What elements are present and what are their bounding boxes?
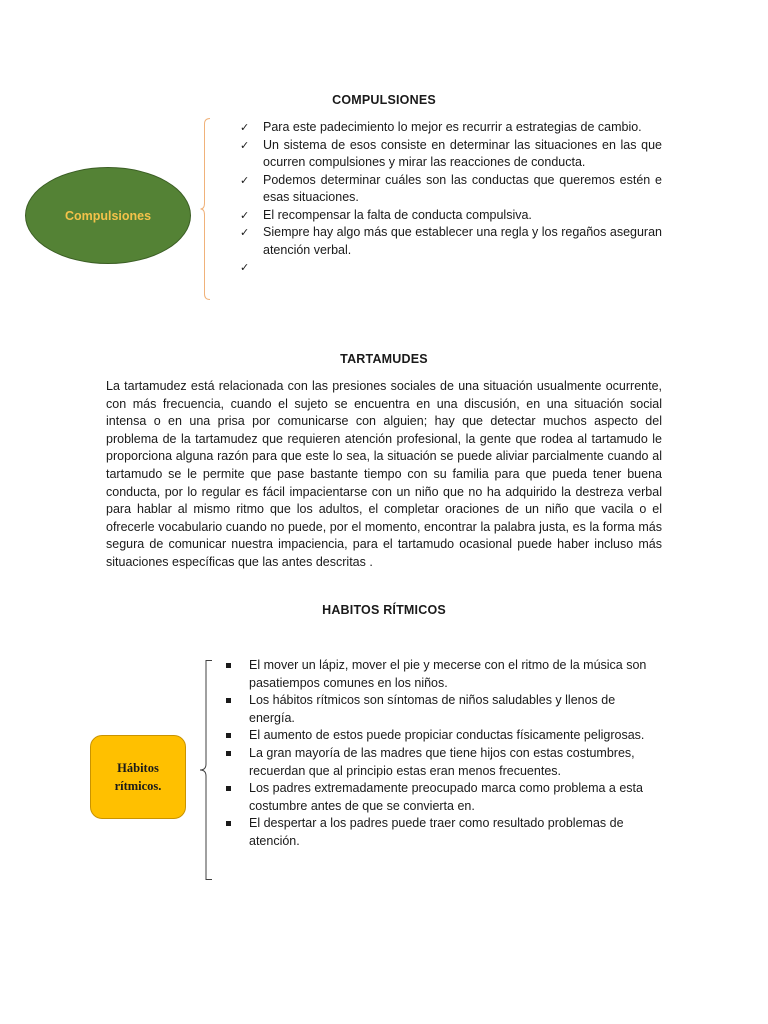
habitos-list-item-text: El despertar a los padres puede traer como resultado problemas de atención. xyxy=(249,816,624,848)
compulsiones-list-item xyxy=(240,137,662,172)
habitos-list-item-text: Los padres extremadamente preocupado marca como problema a esta costumbre antes de que se convierta en. xyxy=(249,781,643,813)
checkmark-icon: ✓ xyxy=(240,208,250,222)
compulsiones-list-item xyxy=(240,259,662,277)
compulsiones-title: COMPULSIONES xyxy=(332,93,436,107)
checkmark-icon: ✓ xyxy=(240,261,250,274)
checkmark-icon: ✓ xyxy=(240,226,250,239)
compulsiones-list-item xyxy=(240,207,662,225)
square-bullet-icon xyxy=(226,821,231,826)
square-bullet-icon xyxy=(226,698,231,703)
habitos-list-item-text: La gran mayoría de las madres que tiene hijos con estas costumbres, recuerdan que al principio estas eran menos frecuentes. xyxy=(249,745,635,778)
habitos-list-item xyxy=(224,745,664,780)
checkmark-icon: ✓ xyxy=(240,121,250,134)
compulsiones-list-item-text: El recompensar la falta de conducta compulsiva. xyxy=(263,207,532,222)
habitos-list-item-text: Los hábitos rítmicos son síntomas de niños saludables y llenos de energía. xyxy=(249,693,616,725)
square-bullet-icon xyxy=(226,786,231,791)
compulsiones-list-item xyxy=(240,119,662,137)
compulsiones-list-item-text: Podemos determinar cuáles son las conductas que queremos estén e esas situaciones. xyxy=(263,172,662,204)
square-bullet-icon xyxy=(226,751,231,756)
habitos-list-item xyxy=(224,727,664,745)
habitos-list-item-text: El aumento de estos puede propiciar conductas físicamente peligrosas. xyxy=(249,728,645,743)
checkmark-icon: ✓ xyxy=(240,173,250,187)
compulsiones-list-item-text: Siempre hay algo más que establecer una regla y los regaños aseguran atención verbal. xyxy=(263,225,662,257)
habitos-list xyxy=(224,657,664,851)
compulsiones-brace xyxy=(200,118,214,300)
square-bullet-icon xyxy=(226,663,231,668)
square-bullet-icon xyxy=(226,733,231,738)
checkmark-icon: ✓ xyxy=(240,138,250,152)
habitos-title: HABITOS RÍTMICOS xyxy=(322,603,446,617)
habitos-box-label: Hábitos rítmicos. xyxy=(114,761,162,793)
compulsiones-list-item xyxy=(240,224,662,259)
tartamudes-title: TARTAMUDES xyxy=(340,352,428,366)
compulsiones-oval xyxy=(25,167,191,264)
habitos-list-item xyxy=(224,692,664,727)
habitos-list-item-text: El mover un lápiz, mover el pie y mecerse con el ritmo de la música son pasatiempos comunes en los niños. xyxy=(249,658,647,690)
tartamudes-paragraph: La tartamudez está relacionada con las presiones sociales de una situación usualmente ocurrente, con más frecuencia, cuando el sujeto se encuentra en una discusión, en una situación social intensa o en una prisa por comunicarse con alguien; hay que detectar muchos aspecto del problema de la tartamudez que requieren atención profesional, la gente que rodea al tartamudo le proporciona alguna razón para que este lo sea, la situación se puede aliviar parcialmente cuando al tartamudo se le permite que pase bastante tiempo con su familia para que pueda tener buena conducta, por lo regular es fácil impacientarse con un niño que no ha adquirido la destreza verbal para hablar al mismo ritmo que los adultos, el completar oraciones de un niño que vacila o el ofrecerle vocabulario cuando no puede, por el momento, encontrar la palabra justa, es la forma más segura de comunicar nuestra impaciencia, para el tartamudo ocasional puede haber incluso más situaciones específicas que las antes descritas . xyxy=(106,379,662,569)
compulsiones-list-item-text: Un sistema de esos consiste en determinar las situaciones en las que ocurren compulsiones y mirar las reacciones de conducta. xyxy=(263,137,662,169)
habitos-list-item xyxy=(224,815,664,850)
compulsiones-list xyxy=(240,119,662,277)
habitos-list-item xyxy=(224,657,664,692)
habitos-list-item xyxy=(224,780,664,815)
compulsiones-list-item xyxy=(240,172,662,207)
habitos-brace xyxy=(198,660,214,880)
compulsiones-oval-label: Compulsiones xyxy=(64,208,152,223)
compulsiones-list-item-text: Para este padecimiento lo mejor es recurrir a estrategias de cambio. xyxy=(263,120,642,134)
habitos-box xyxy=(90,735,186,819)
